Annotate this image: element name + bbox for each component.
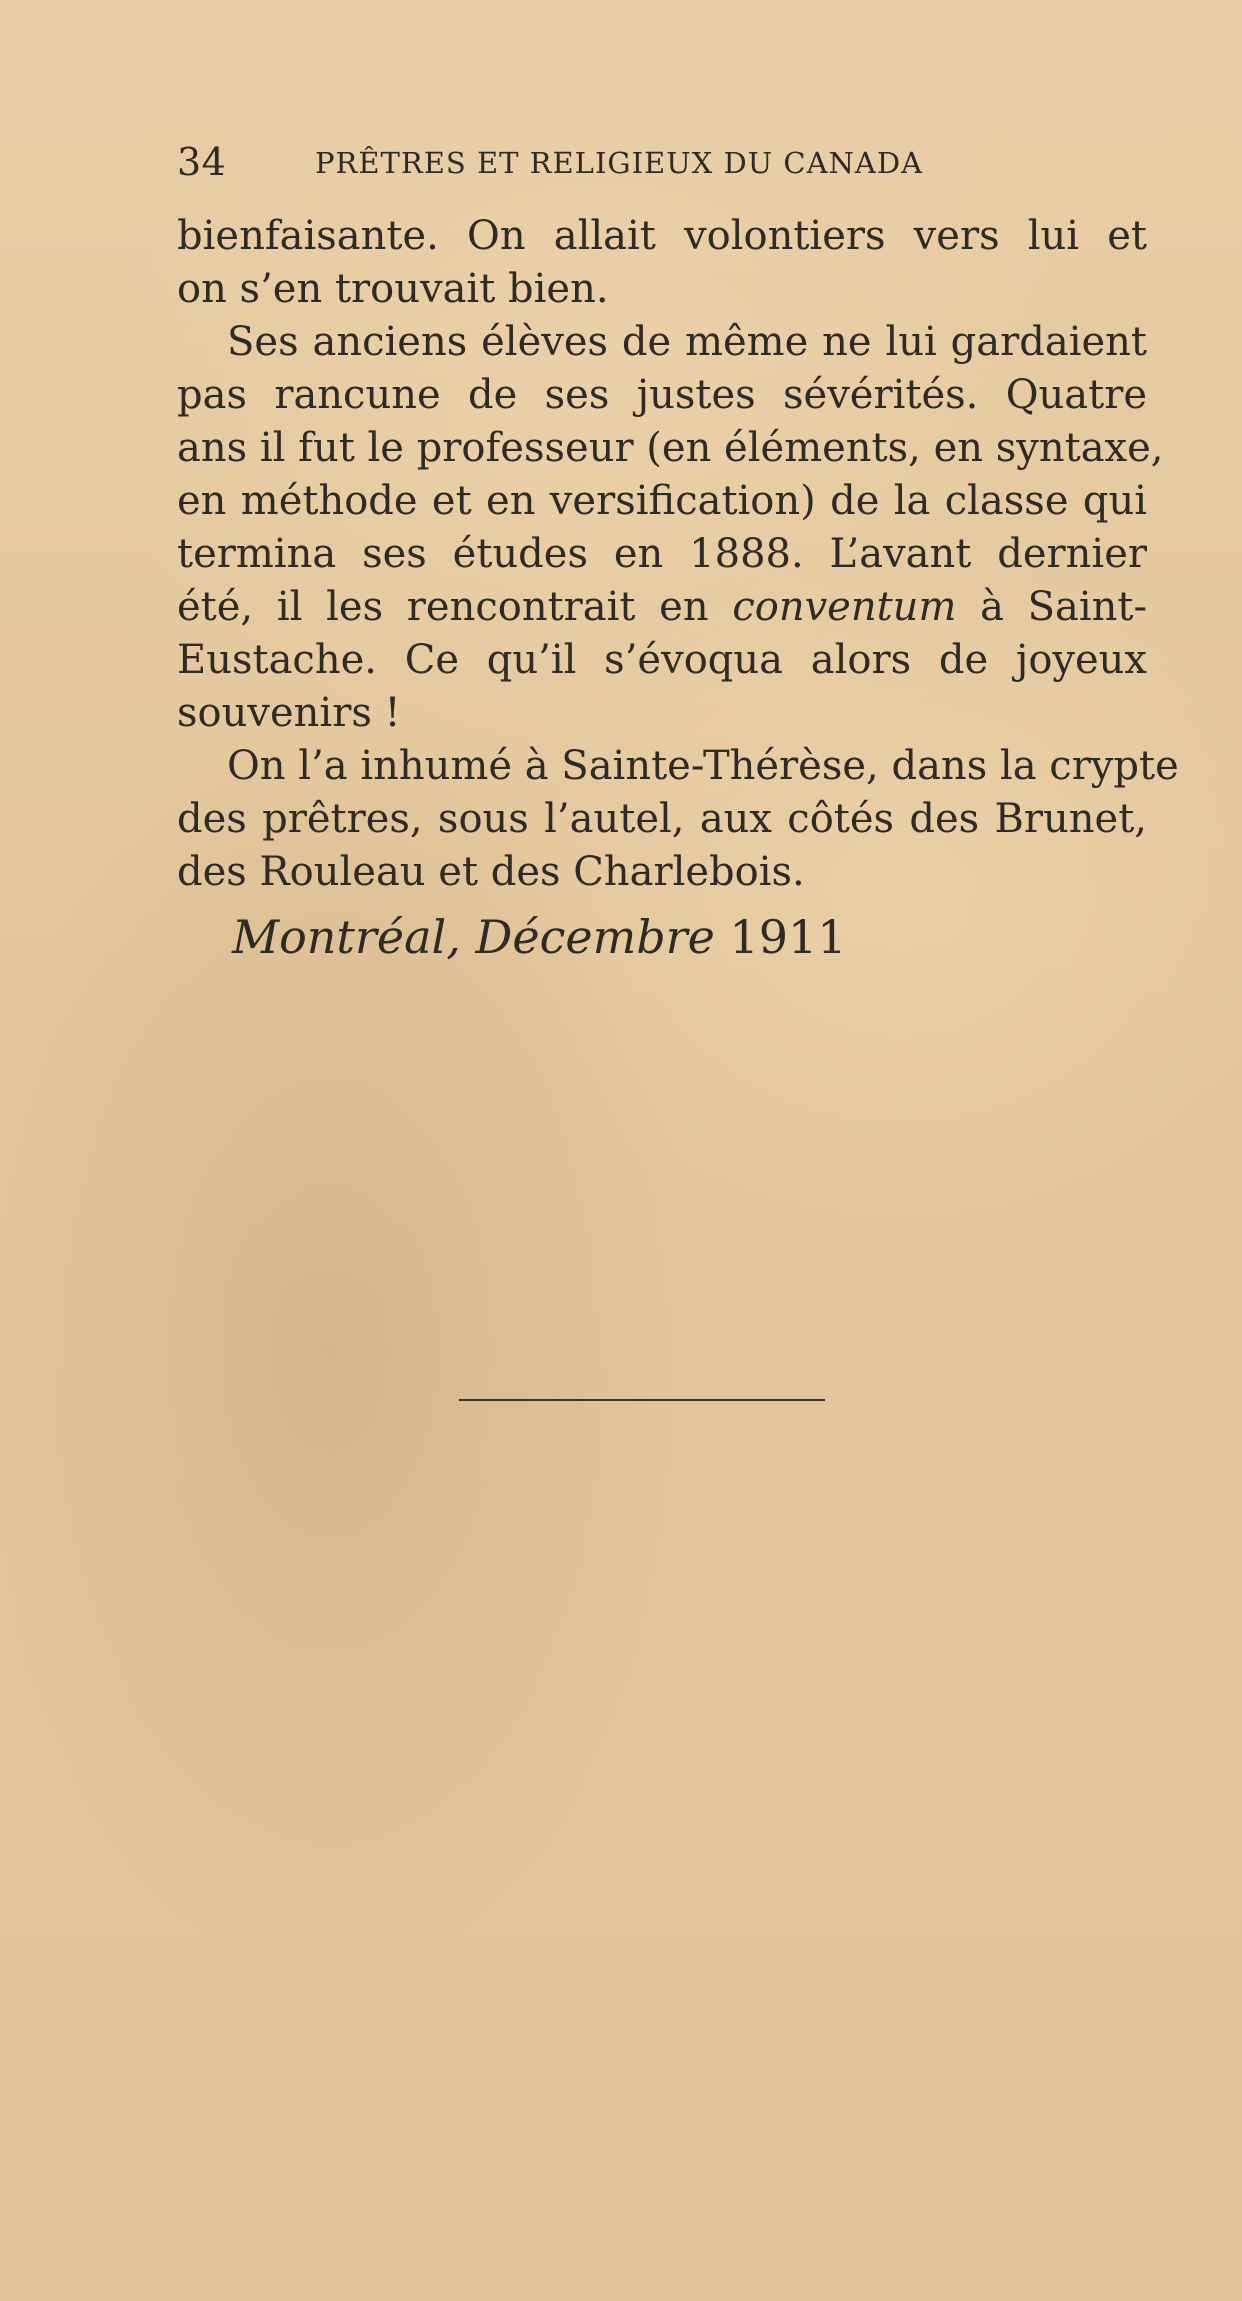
text-fragment: été, il les rencontrait en [177, 584, 709, 630]
italic-word: conventum [732, 584, 957, 630]
signoff-year: 1911 [729, 910, 847, 964]
page-number: 34 [177, 140, 227, 184]
end-rule [459, 1399, 825, 1401]
text-fragment: à Saint- [980, 584, 1148, 630]
running-head [177, 140, 1017, 188]
text-line: Ses anciens élèves de même ne lui gardaient [227, 319, 1147, 365]
text-line: souvenirs ! [177, 690, 401, 736]
text-line: termina ses études en 1888. L’avant dernier [177, 531, 1147, 577]
body-text [177, 210, 1179, 899]
text-line: des prêtres, sous l’autel, aux côtés des Brunet, [177, 796, 1147, 842]
text-line: bienfaisante. On allait volontiers vers lui et [177, 213, 1147, 259]
text-line: ans il fut le professeur (en éléments, en syntaxe, [177, 425, 1164, 471]
text-line: on s’en trouvait bien. [177, 266, 609, 312]
text-line: en méthode et en versification) de la classe qui [177, 478, 1147, 524]
text-line [177, 581, 1147, 634]
text-line: On l’a inhumé à Sainte-Thérèse, dans la crypte [227, 743, 1179, 789]
text-line: des Rouleau et des Charlebois. [177, 849, 805, 895]
signoff-place-date: Montréal, Décembre [232, 910, 715, 964]
text-line: Eustache. Ce qu’il s’évoqua alors de joyeux [177, 637, 1147, 683]
signoff [232, 910, 847, 964]
text-line: pas rancune de ses justes sévérités. Quatre [177, 372, 1147, 418]
running-title: PRÊTRES ET RELIGIEUX DU CANADA [315, 146, 924, 180]
